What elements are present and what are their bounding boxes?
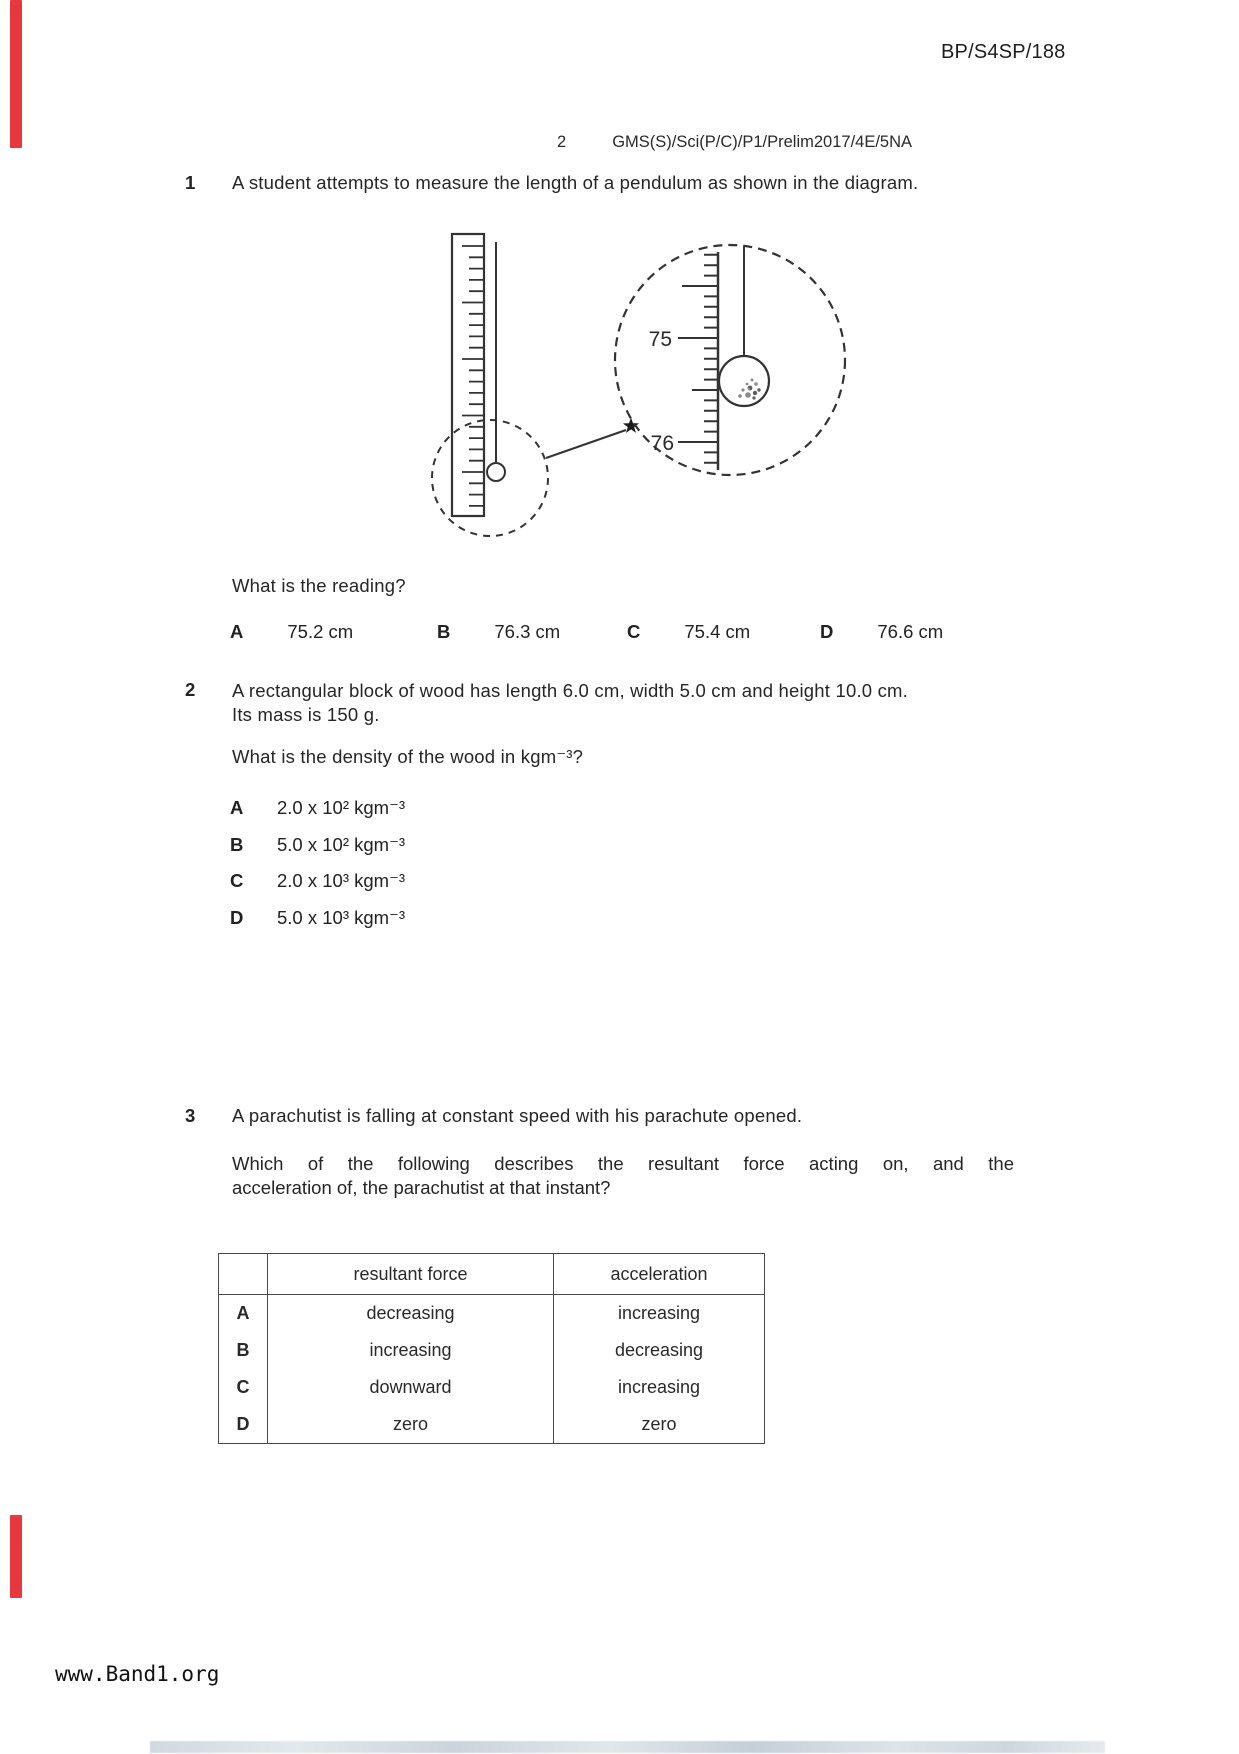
q3-answer-table <box>218 1253 765 1444</box>
q3-row-c-letter: C <box>219 1369 268 1406</box>
q1-statement: A student attempts to measure the length of a pendulum as shown in the diagram. <box>232 172 919 193</box>
q3-row-b-accel: decreasing <box>554 1332 765 1369</box>
magnifier-connector-line <box>546 430 626 458</box>
table-row <box>219 1332 765 1369</box>
header-exam-code: GMS(S)/Sci(P/C)/P1/Prelim2017/4E/5NA <box>612 133 913 151</box>
q3-row-c-force: downward <box>268 1369 554 1406</box>
ruler-ticks <box>462 246 484 506</box>
page-header <box>557 133 912 152</box>
q2-option-a-text: 2.0 x 10² kgm⁻³ <box>277 797 406 818</box>
bob-speckle-texture <box>738 379 760 400</box>
q2-option-c <box>230 870 405 892</box>
q2-option-b <box>230 834 405 856</box>
q1-option-c-letter: C <box>627 621 641 642</box>
q1-option-a-letter: A <box>230 621 244 642</box>
q3-row-d-force: zero <box>268 1406 554 1444</box>
q3-row-c-accel: increasing <box>554 1369 765 1406</box>
paper-code: BP/S4SP/188 <box>941 41 1066 63</box>
q2-question: What is the density of the wood in kgm⁻³? <box>232 746 584 767</box>
table-row <box>219 1369 765 1406</box>
q3-number: 3 <box>185 1105 196 1126</box>
table-row <box>219 1295 765 1333</box>
q1-option-d <box>820 621 943 643</box>
q2-option-c-text: 2.0 x 10³ kgm⁻³ <box>277 870 406 891</box>
magnified-ruler-ticks <box>678 255 718 463</box>
magnified-bob <box>719 356 769 406</box>
q3-table-header-blank <box>219 1254 268 1295</box>
q1-option-a-text: 75.2 cm <box>287 621 354 642</box>
q3-row-a-accel: increasing <box>554 1295 765 1333</box>
q3-row-d-letter: D <box>219 1406 268 1444</box>
scan-artifact-blue-bar <box>150 1741 1105 1753</box>
q3-statement: A parachutist is falling at constant speed with his parachute opened. <box>232 1105 803 1126</box>
q3-row-a-letter: A <box>219 1295 268 1333</box>
q2-statement-line2: Its mass is 150 g. <box>232 704 380 725</box>
q3-question-line1: Which of the following describes the resultant force acting on, and the <box>232 1153 1014 1174</box>
table-row <box>219 1406 765 1444</box>
q3-table-header-accel: acceleration <box>554 1254 765 1295</box>
q2-option-b-letter: B <box>230 833 244 855</box>
scan-artifact-red-top <box>10 0 22 148</box>
q1-option-d-text: 76.6 cm <box>877 621 944 642</box>
q2-number: 2 <box>185 679 196 700</box>
pendulum-bob <box>487 463 505 481</box>
q3-table-header-force: resultant force <box>268 1254 554 1295</box>
q1-question: What is the reading? <box>232 575 406 596</box>
q2-statement-line1: A rectangular block of wood has length 6.0 cm, width 5.0 cm and height 10.0 cm. <box>232 680 909 701</box>
q1-option-a <box>230 621 353 643</box>
q1-option-c-text: 75.4 cm <box>684 621 751 642</box>
q2-option-d <box>230 907 405 929</box>
magnified-view <box>615 245 845 475</box>
q3-question <box>232 1152 1014 1200</box>
tick-label-76: 76 <box>650 432 674 455</box>
q3-row-b-letter: B <box>219 1332 268 1369</box>
q1-number: 1 <box>185 172 196 193</box>
footer-watermark-url: www.Band1.org <box>55 1662 220 1686</box>
q3-row-d-accel: zero <box>554 1406 765 1444</box>
q3-table-header-row <box>219 1254 765 1295</box>
tick-label-75: 75 <box>648 328 672 351</box>
q1-option-b-letter: B <box>437 621 451 642</box>
page-number: 2 <box>557 133 567 151</box>
q2-option-a <box>230 797 405 819</box>
q3-row-b-force: increasing <box>268 1332 554 1369</box>
q2-option-d-letter: D <box>230 906 244 928</box>
q2-option-b-text: 5.0 x 10² kgm⁻³ <box>277 833 406 855</box>
q2-option-d-text: 5.0 x 10³ kgm⁻³ <box>277 906 406 928</box>
ruler <box>452 234 484 516</box>
q1-option-b-text: 76.3 cm <box>494 621 561 642</box>
q1-option-d-letter: D <box>820 621 834 642</box>
q3-question-line2: acceleration of, the parachutist at that instant? <box>232 1177 611 1198</box>
q3-row-a-force: decreasing <box>268 1295 554 1333</box>
q1-option-c <box>627 621 750 643</box>
q2-option-c-letter: C <box>230 870 244 891</box>
q1-option-b <box>437 621 560 643</box>
q2-options <box>230 797 405 943</box>
q2-statement <box>232 679 1042 727</box>
pendulum-diagram <box>400 218 870 563</box>
scan-artifact-red-bottom <box>10 1515 22 1598</box>
q2-option-a-letter: A <box>230 797 244 818</box>
